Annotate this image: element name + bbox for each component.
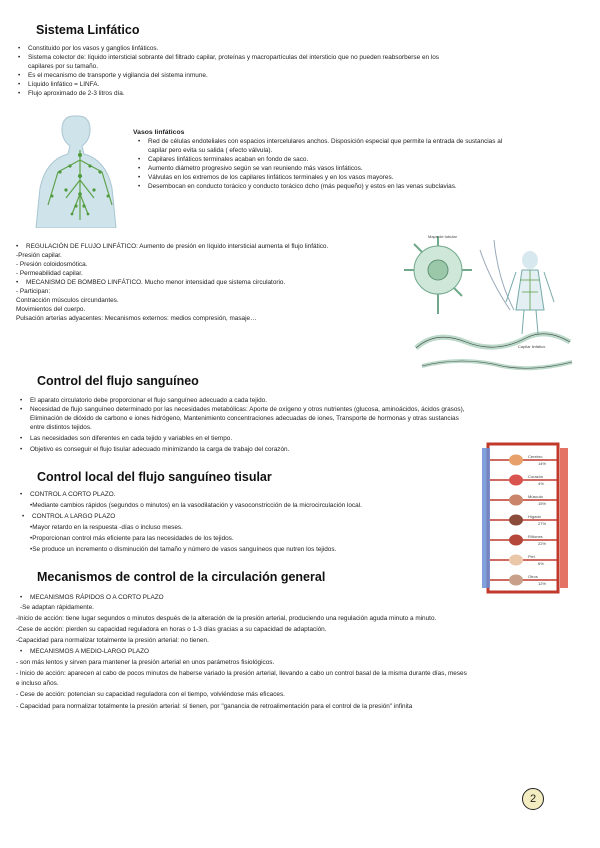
organ-icon <box>509 555 523 566</box>
regulacion-line: Contracción músculos circundantes. <box>16 297 119 304</box>
bullet: • Es el mecanismo de transporte y vigilancia del sistema inmune. <box>28 72 208 80</box>
mecanismos-line: - son más lentos y sirven para mantener la presión arterial en unos parámetros fisiológicos. <box>16 659 275 666</box>
organ-icon <box>509 535 523 546</box>
control-corto-plazo: • CONTROL A CORTO PLAZO. <box>30 491 115 499</box>
flow-percent: 6% <box>538 561 544 566</box>
mecanismos-line: - Capacidad para normalizar totalmente la presión arterial: sí tienen, por "ganancia de retroalimentación para el control de la presión" infinita <box>16 703 413 710</box>
mecanismos-line: e incluso años. <box>16 680 59 687</box>
control-largo-plazo: • CONTROL A LARGO PLAZO <box>32 513 115 521</box>
control-line: •Se produce un incremento o disminución del tamaño y número de vasos sanguíneos que nutren los tejidos. <box>30 546 337 553</box>
mecanismos-line: -Cese de acción: pierden su capacidad reguladora en horas o 1-3 días gracias a su capacidad de adaptación. <box>16 626 327 633</box>
regulacion-bullet: • REGULACIÓN DE FLUJO LINFÁTICO: Aumento de presión en líquido intersticial aumenta el flujo linfático. <box>26 243 328 251</box>
flow-percent: 12% <box>538 581 547 586</box>
organ-label: Otros <box>528 574 538 579</box>
vasos-bullet: • Red de células endoteliales con espacios intercelulares anchos. Disposición especial que permite la entrada de sustancias al <box>148 138 502 146</box>
vasos-linfaticos-title: Vasos linfáticos <box>133 129 185 136</box>
mecanismos-line: -Inicio de acción: tiene lugar segundos o minutos después de la alteración de la presión arterial, produciendo una regulación aguda minuto a minuto. <box>16 615 437 622</box>
flow-percent: 4% <box>538 481 544 486</box>
vasos-bullet: • Aumento diámetro progresivo según se van reuniendo más vasos linfáticos. <box>148 165 363 173</box>
bullet: • El aparato circulatorio debe proporcionar el flujo sanguíneo adecuado a cada tejido. <box>30 397 267 405</box>
organ-icon <box>509 515 523 526</box>
section-title-control-local: Control local del flujo sanguíneo tisular <box>37 470 272 484</box>
vasos-bullet: • Válvulas en los extremos de los capilares linfáticos terminales y en los vasos mayores. <box>148 174 393 182</box>
regulacion-line: Movimientos del cuerpo. <box>16 306 86 313</box>
mecanismos-rapidos: • MECANISMOS RÁPIDOS O A CORTO PLAZO <box>30 594 164 602</box>
flow-percent: 22% <box>538 541 547 546</box>
organ-label: Músculo <box>528 494 543 499</box>
regulacion-line: -Presión capilar. <box>16 252 62 259</box>
regulacion-line: - Participan: <box>16 288 51 295</box>
organ-icon <box>509 575 523 586</box>
bullet-continuation: capilares por su tamaño. <box>28 63 98 70</box>
mecanismos-line: -Se adaptan rápidamente. <box>20 604 94 611</box>
section-title-circulacion-general: Mecanismos de control de la circulación general <box>37 570 326 584</box>
section-title-control-flujo: Control del flujo sanguíneo <box>37 374 199 388</box>
section-title-sistema-linfatico: Sistema Linfático <box>36 23 140 37</box>
organ-icon <box>509 475 523 486</box>
lymphatic-body-illustration <box>30 110 130 228</box>
lymph-node-figure <box>402 230 582 378</box>
vasos-bullet-continuation: capilar pero evita su salida ( efecto válvula). <box>148 147 273 154</box>
fig-label: Mapa de tubular <box>428 234 457 239</box>
flow-percent: 14% <box>538 461 547 466</box>
mecanismos-line: - Inicio de acción: aparecen al cabo de pocos minutos de haberse variado la presión arterial, llevando a cabo un control basal de la misma durante días, meses <box>16 670 467 677</box>
organ-label: Piel <box>528 554 535 559</box>
bullet: • Objetivo es conseguir el flujo tisular adecuado minimizando la carga de trabajo del corazón. <box>30 446 289 454</box>
bullet-continuation: Eliminación de dióxido de carbono e iones hidrógeno, Mantenimiento concentraciones adecuadas de iones, Transporte de hormonas y otras sustancias <box>30 415 459 422</box>
bullet: • Líquido linfático = LINFA. <box>28 81 99 89</box>
mecanismos-line: - Cese de acción: potencian su capacidad reguladora con el tiempo, volviéndose más eficaces. <box>16 691 285 698</box>
vasos-bullet: • Desembocan en conducto torácico y conducto torácico dcho (más pequeño) y estos en las venas subclavias. <box>148 183 457 191</box>
page-number: 2 <box>522 788 544 810</box>
bullet-continuation: entre distintos tejidos. <box>30 424 92 431</box>
control-line: •Mayor retardo en la respuesta -días o incluso meses. <box>30 524 183 531</box>
organ-label: Riñones <box>528 534 543 539</box>
organ-label: Hígado <box>528 514 541 519</box>
regulacion-line: - Permeabilidad capilar. <box>16 270 83 277</box>
blood-flow-distribution-diagram <box>476 438 574 598</box>
regulacion-line: Pulsación arterias adyacentes: Mecanismos externos: medios compresión, masaje… <box>16 315 257 322</box>
vasos-bullet: • Capilares linfáticos terminales acaban en fondo de saco. <box>148 156 308 164</box>
mecanismos-medio-largo: • MECANISMOS A MEDIO-LARGO PLAZO <box>30 648 149 656</box>
organ-label: Cerebro <box>528 454 543 459</box>
bullet: • Sistema colector de: líquido intersticial sobrante del filtrado capilar, proteínas y macropartículas del intersticio que no pueden reabsorberse en los <box>28 54 439 62</box>
bullet: • Las necesidades son diferentes en cada tejido y variables en el tiempo. <box>30 435 232 443</box>
bullet: • Flujo aproximado de 2-3 litros día. <box>28 90 125 98</box>
fig-label: Capilar linfático <box>518 344 546 349</box>
flow-percent: 27% <box>538 521 547 526</box>
bullet: • Constituido por los vasos y ganglios linfáticos. <box>28 45 158 53</box>
control-line: •Proporcionan control más eficiente para las necesidades de los tejidos. <box>30 535 234 542</box>
organ-label: Corazón <box>528 474 544 479</box>
organ-icon <box>509 495 523 506</box>
control-line: •Mediante cambios rápidos (segundos o minutos) en la vasodilatación y vasoconstricción de la microcirculación local. <box>30 502 362 509</box>
bombeo-bullet: • MECANISMO DE BOMBEO LINFÁTICO. Mucho menor intensidad que sistema circulatorio. <box>26 279 285 287</box>
bullet: • Necesidad de flujo sanguíneo determinado por las necesidades metabólicas: Aporte de oxígeno y otros nutrientes (glucosa, aminoácidos, ácidos grasos), <box>30 406 464 414</box>
mecanismos-line: -Capacidad para normalizar totalmente la presión arterial: no tienen. <box>16 637 209 644</box>
regulacion-line: - Presión coloidosmótica. <box>16 261 88 268</box>
organ-icon <box>509 455 523 466</box>
flow-percent: 15% <box>538 501 547 506</box>
